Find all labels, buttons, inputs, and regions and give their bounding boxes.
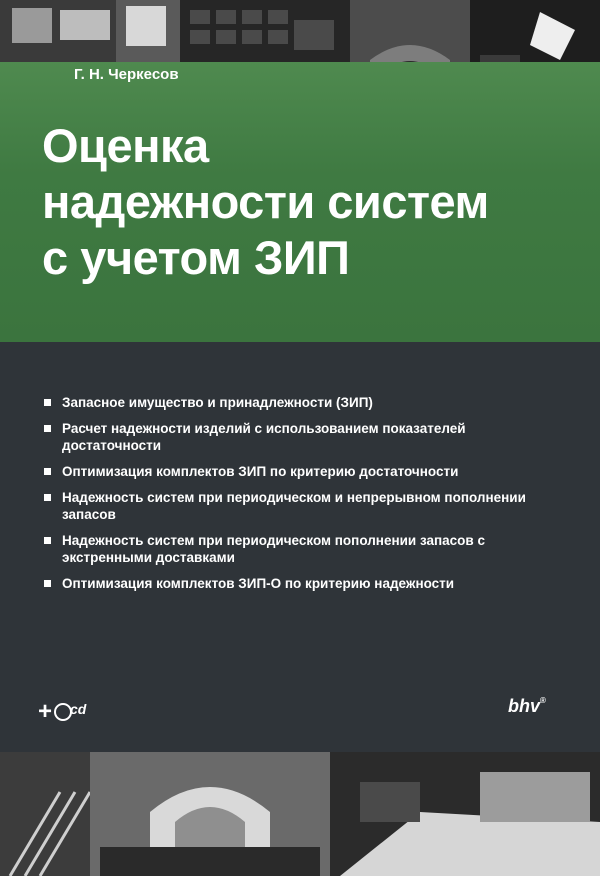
list-item [44,463,564,480]
square-bullet-icon [44,537,51,544]
topic-text: Оптимизация комплектов ЗИП по критерию достаточности [62,464,459,479]
topics-list [44,394,564,601]
square-bullet-icon [44,468,51,475]
title-line-1: Оценка [42,119,209,172]
square-bullet-icon [44,494,51,501]
cd-label: cd [70,701,87,717]
list-item [44,575,564,592]
publisher-name: bhv [508,696,541,716]
list-item [44,489,564,523]
topic-text: Запасное имущество и принадлежности (ЗИП) [62,395,373,410]
list-item [44,394,564,411]
square-bullet-icon [44,580,51,587]
topic-text: Надежность систем при периодическом и непрерывном пополнении запасов [62,490,526,522]
author-name: Г. Н. Черкесов [74,66,179,83]
bottom-photo-strip [0,752,600,876]
cd-badge [38,700,86,726]
title-line-2: надежности систем [42,175,489,228]
registered-mark: ® [540,696,546,705]
list-item [44,532,564,566]
square-bullet-icon [44,425,51,432]
list-item [44,420,564,454]
bottom-photos-image [0,752,600,876]
topic-text: Расчет надежности изделий с использованием показателей достаточности [62,421,466,453]
publisher-logo [508,696,546,717]
topic-text: Оптимизация комплектов ЗИП-О по критерию надежности [62,576,455,591]
topic-text: Надежность систем при периодическом пополнении запасов с экстренными доставками [62,533,485,565]
square-bullet-icon [44,399,51,406]
plus-icon: + [38,698,53,725]
book-title [42,118,582,286]
title-line-3: с учетом ЗИП [42,231,350,284]
